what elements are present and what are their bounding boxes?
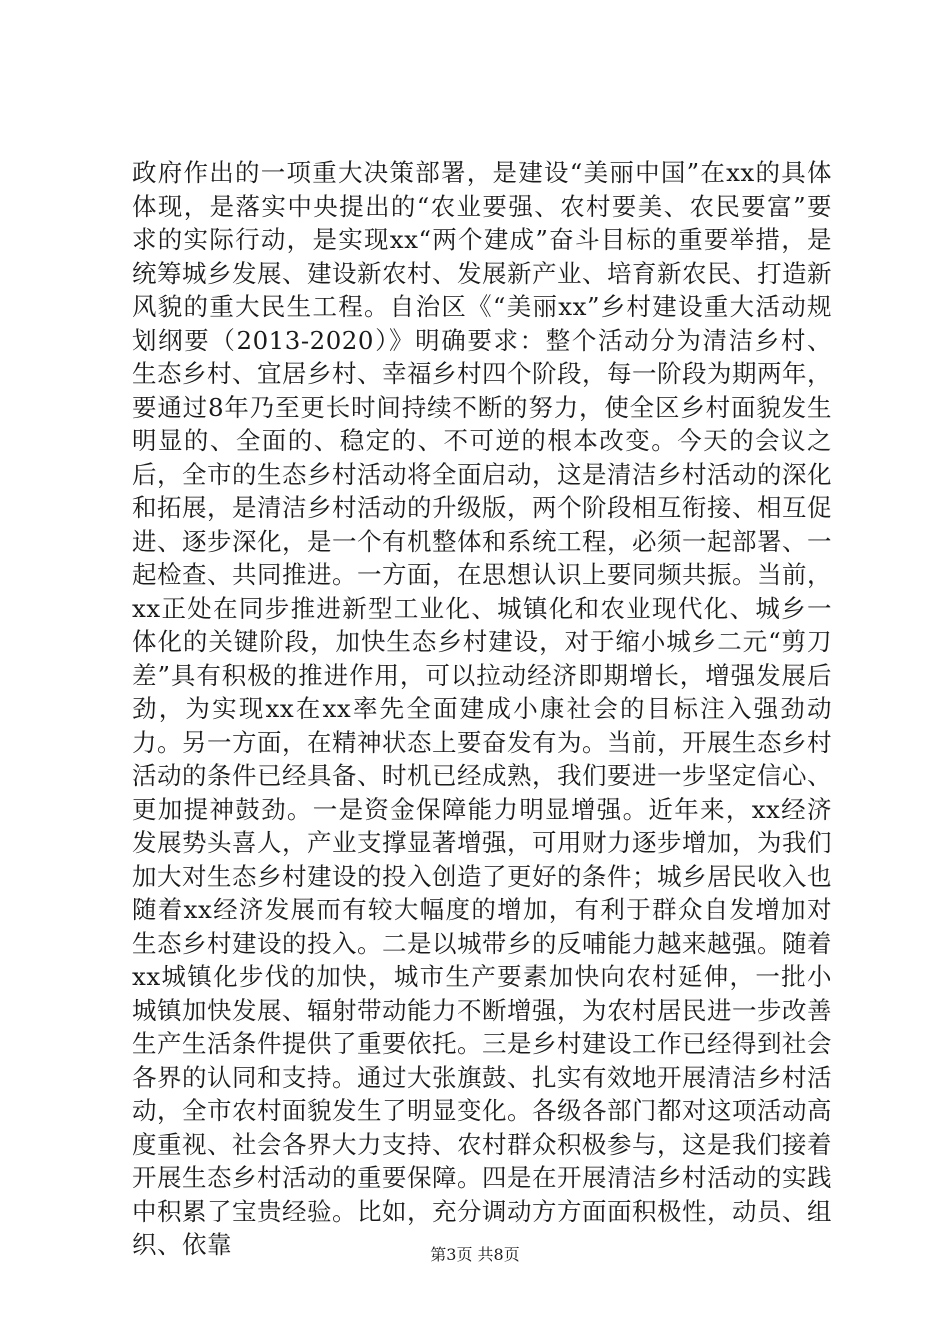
page-footer: 第3页 共8页	[430, 1245, 520, 1264]
body-paragraph: 政府作出的一项重大决策部署，是建设“美丽中国”在xx的具体体现，是落实中央提出的“农业要强、农村要美、农民要富”要求的实际行动，是实现xx“两个建成”奋斗目标的重要举措，是统筹城乡发展、建设新农村、发展新产业、培育新农民、打造新风貌的重大民生工程。自治区《“美丽xx”乡村建设重大活动规划纲要（2013-2020）》明确要求：整个活动分为清洁乡村、生态乡村、宜居乡村、幸福乡村四个阶段，每一阶段为期两年，要通过8年乃至更长时间持续不断的努力，使全区乡村面貌发生明显的、全面的、稳定的、不可逆的根本改变。今天的会议之后，全市的生态乡村活动将全面启动，这是清洁乡村活动的深化和拓展，是清洁乡村活动的升级版，两个阶段相互衔接、相互促进、逐步深化，是一个有机整体和系统工程，必须一起部署、一起检查、共同推进。一方面，在思想认识上要同频共振。当前，xx正处在同步推进新型工业化、城镇化和农业现代化、城乡一体化的关键阶段，加快生态乡村建设，对于缩小城乡二元“剪刀差”具有积极的推进作用，可以拉动经济即期增长，增强发展后劲，为实现xx在xx率先全面建成小康社会的目标注入强劲动力。另一方面，在精神状态上要奋发有为。当前，开展生态乡村活动的条件已经具备、时机已经成熟，我们要进一步坚定信心、更加提神鼓劲。一是资金保障能力明显增强。近年来，xx经济发展势头喜人，产业支撑显著增强，可用财力逐步增加，为我们加大对生态乡村建设的投入创造了更好的条件；城乡居民收入也随着xx经济发展而有较大幅度的增加，有利于群众自发增加对生态乡村建设的投入。二是以城带乡的反哺能力越来越强。随着xx城镇化步伐的加快，城市生产要素加快向农村延伸，一批小城镇加快发展、辐射带动能力不断增强，为农村居民进一步改善生产生活条件提供了重要依托。三是乡村建设工作已经得到社会各界的认同和支持。通过大张旗鼓、扎实有效地开展清洁乡村活动，全市农村面貌发生了明显变化。各级各部门都对这项活动高度重视、社会各界大力支持、农村群众积极参与，这是我们接着开展生态乡村活动的重要保障。四是在开展清洁乡村活动的实践中积累了宝贵经验。比如，充分调动方方面面积极性，动员、组织、依靠	[132, 158, 832, 1259]
